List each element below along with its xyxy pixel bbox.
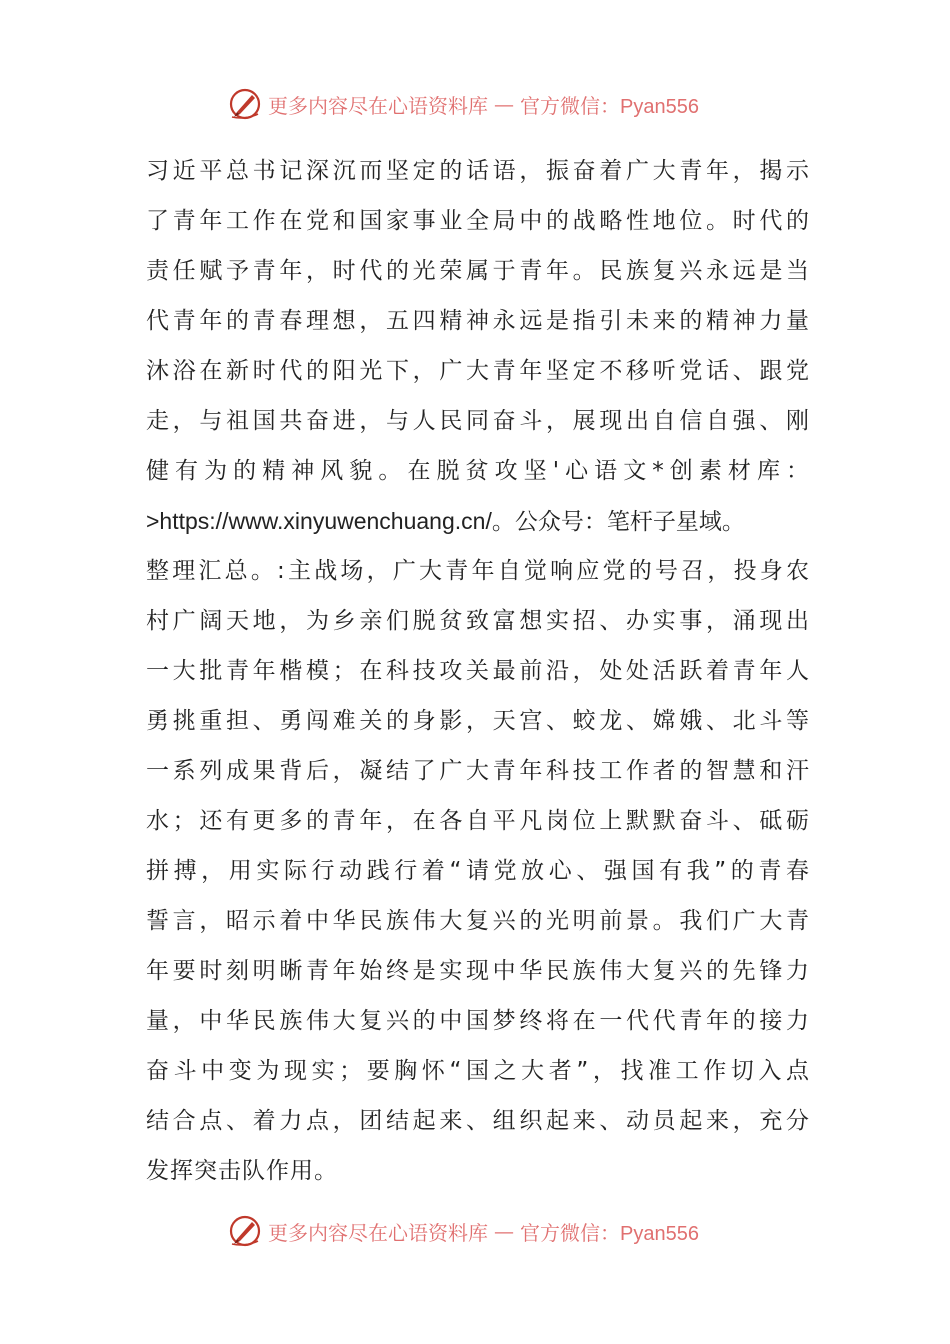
quill-pen-logo-icon — [228, 1214, 262, 1248]
header-banner — [228, 84, 699, 124]
body-line: 结合点、着力点，团结起来、组织起来、动员起来，充分 — [146, 1108, 810, 1134]
banner-contact: 官方微信：Pyan556 — [520, 95, 699, 118]
body-line: 一系列成果背后，凝结了广大青年科技工作者的智慧和汗 — [146, 758, 810, 784]
body-line-url: >https://www.xinyuwenchuang.cn/。公众号：笔杆子星域。 — [146, 508, 745, 534]
body-line: 奋斗中变为现实；要胸怀“国之大者”，找准工作切入点 — [146, 1058, 810, 1084]
banner-text: 更多内容尽在心语资料库 — [268, 1220, 488, 1245]
body-line: 年要时刻明晰青年始终是实现中华民族伟大复兴的先锋力 — [146, 958, 810, 984]
body-line: 代青年的青春理想，五四精神永远是指引未来的精神力量 — [146, 308, 810, 334]
body-line: 沐浴在新时代的阳光下，广大青年坚定不移听党话、跟党 — [146, 358, 810, 384]
body-line: 发挥突击队作用。 — [146, 1158, 338, 1184]
body-line: 走，与祖国共奋进，与人民同奋斗，展现出自信自强、刚 — [146, 408, 810, 434]
body-line: 水；还有更多的青年，在各自平凡岗位上默默奋斗、砥砺 — [146, 808, 810, 834]
body-line: 勇挑重担、勇闯难关的身影，天宫、蛟龙、嫦娥、北斗等 — [146, 708, 810, 734]
quill-pen-logo-icon — [228, 87, 262, 121]
body-line: 誓言，昭示着中华民族伟大复兴的光明前景。我们广大青 — [146, 908, 810, 934]
body-line: 一大批青年楷模；在科技攻关最前沿，处处活跃着青年人 — [146, 658, 810, 684]
body-line: 拼搏，用实际行动践行着“请党放心、强国有我”的青春 — [146, 858, 810, 884]
body-line: 量，中华民族伟大复兴的中国梦终将在一代代青年的接力 — [146, 1008, 810, 1034]
body-line: 村广阔天地，为乡亲们脱贫致富想实招、办实事，涌现出 — [146, 608, 810, 634]
banner-text: 更多内容尽在心语资料库 — [268, 93, 488, 118]
body-line: 习近平总书记深沉而坚定的话语，振奋着广大青年，揭示 — [146, 158, 810, 184]
banner-contact: 官方微信：Pyan556 — [520, 1222, 699, 1245]
banner-separator: — — [494, 92, 514, 116]
document-body — [146, 146, 810, 1196]
body-line: 了青年工作在党和国家事业全局中的战略性地位。时代的 — [146, 208, 810, 234]
banner-separator: — — [494, 1219, 514, 1243]
body-line: 整理汇总。:主战场，广大青年自觉响应党的号召，投身农 — [146, 558, 810, 584]
footer-banner — [228, 1211, 699, 1251]
body-line: 健有为的精神风貌。在脱贫攻坚'心语文*创素材库： — [146, 458, 810, 484]
body-line: 责任赋予青年，时代的光荣属于青年。民族复兴永远是当 — [146, 258, 810, 284]
